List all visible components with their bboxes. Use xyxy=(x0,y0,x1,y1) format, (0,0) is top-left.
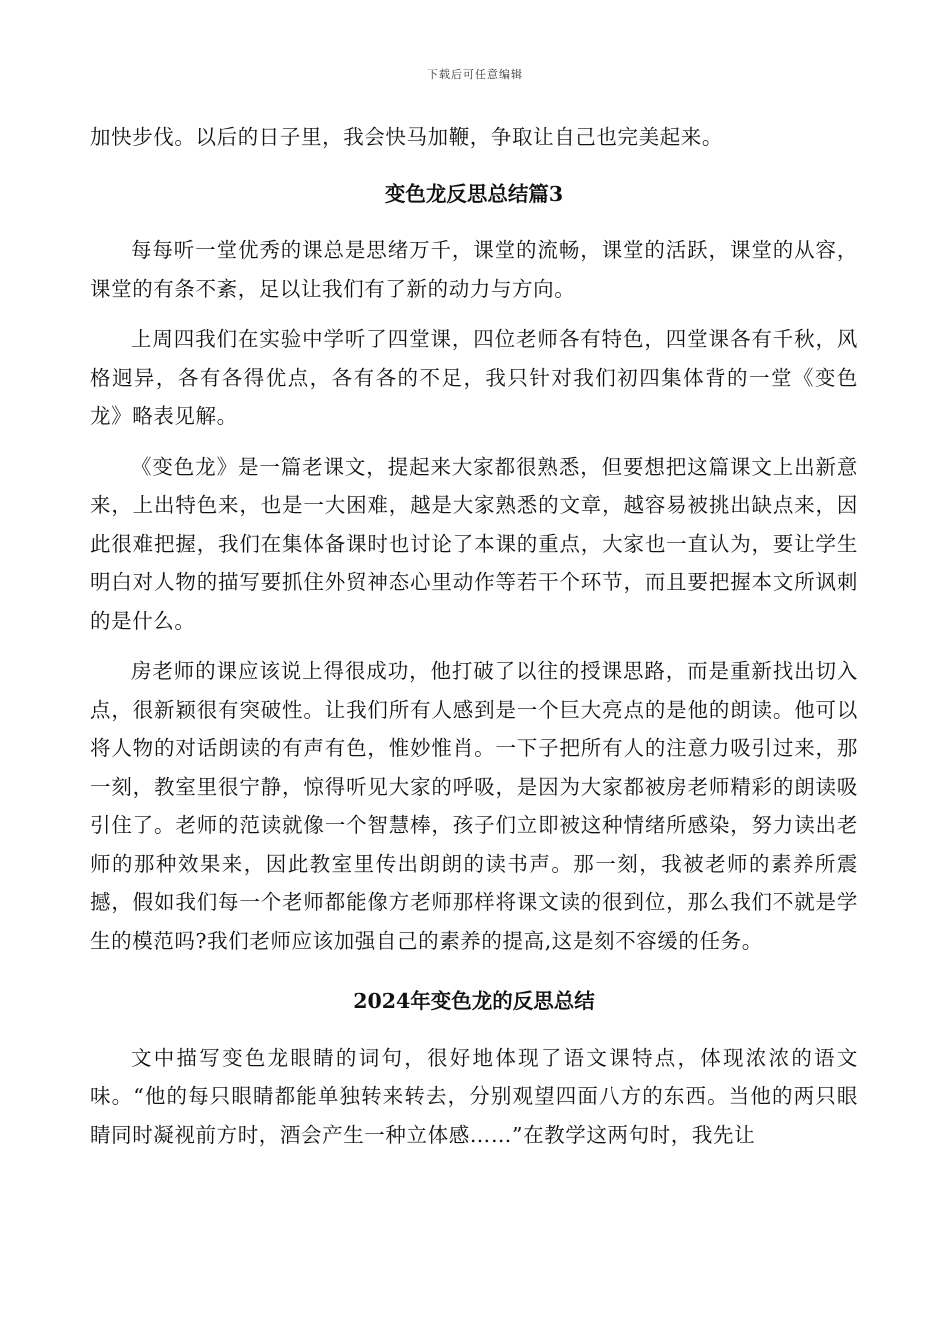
section-3-paragraph-3: 《变色龙》是一篇老课文，提起来大家都很熟悉，但要想把这篇课文上出新意来，上出特色来，也是一大困难，越是大家熟悉的文章，越容易被挑出缺点来，因此很难把握，我们在集体备课时也讨论了本课的重点，大家也一直认为，要让学生明白对人物的描写要抓住外贸神态心里动作等若干个环节，而且要把握本文所讽刺的是什么。 xyxy=(90,454,858,633)
section-2024-title: 2024年变色龙的反思总结 xyxy=(353,989,595,1013)
intro-paragraph: 加快步伐。以后的日子里，我会快马加鞭，争取让自己也完美起来。 xyxy=(90,125,723,149)
section-3-paragraph-4: 房老师的课应该说上得很成功，他打破了以往的授课思路，而是重新找出切入点，很新颖很有突破性。让我们所有人感到是一个巨大亮点的是他的朗读。他可以将人物的对话朗读的有声有色，惟妙惟肖。一下子把所有人的注意力吸引过来，那一刻，教室里很宁静，惊得听见大家的呼吸，是因为大家都被房老师精彩的朗读吸引住了。老师的范读就像一个智慧棒，孩子们立即被这种情绪所感染，努力读出老师的那种效果来，因此教室里传出朗朗的读书声。那一刻，我被老师的素养所震撼，假如我们每一个老师都能像方老师那样将课文读的很到位，那么我们不就是学生的模范吗?我们老师应该加强自己的素养的提高,这是刻不容缓的任务。 xyxy=(90,659,858,953)
section-3-paragraph-2: 上周四我们在实验中学听了四堂课，四位老师各有特色，四堂课各有千秋，风格迥异，各有各得优点，各有各的不足，我只针对我们初四集体背的一堂《变色龙》略表见解。 xyxy=(90,327,858,428)
document-body xyxy=(90,118,858,1154)
page-header: 下载后可任意编辑 xyxy=(427,68,523,81)
section-2024-paragraph-1: 文中描写变色龙眼睛的词句，很好地体现了语文课特点，体现浓浓的语文味。“他的每只眼睛都能单独转来转去，分别观望四面八方的东西。当他的两只眼睛同时凝视前方时，酒会产生一种立体感……”在教学这两句时，我先让 xyxy=(90,1045,858,1147)
section-3-paragraph-1: 每每听一堂优秀的课总是思绪万千，课堂的流畅，课堂的活跃，课堂的从容，课堂的有条不紊，足以让我们有了新的动力与方向。 xyxy=(90,238,858,301)
section-3-title: 变色龙反思总结篇3 xyxy=(384,181,564,206)
